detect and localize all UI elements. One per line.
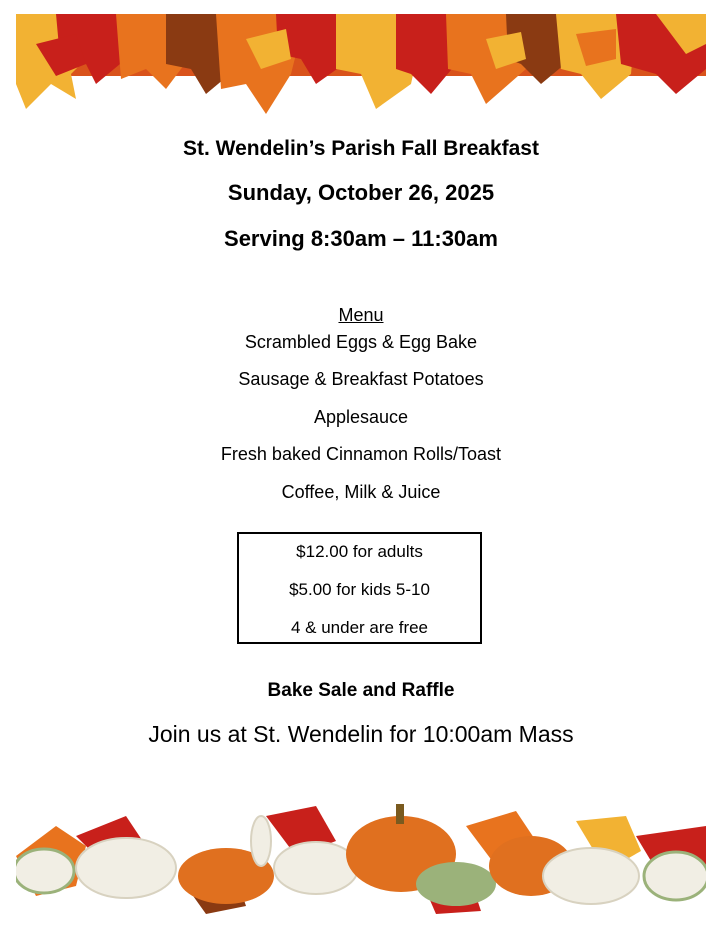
serving-hours: Serving 8:30am – 11:30am	[224, 226, 498, 251]
price-box	[237, 532, 482, 644]
leaf-icon	[16, 14, 706, 114]
price-adults: $12.00 for adults	[296, 542, 423, 561]
event-date: Sunday, October 26, 2025	[227, 180, 495, 205]
menu-item: Fresh baked Cinnamon Rolls/Toast	[220, 444, 502, 464]
bake-sale-raffle: Bake Sale and Raffle	[267, 680, 455, 701]
menu-item: Coffee, Milk & Juice	[281, 482, 441, 502]
price-free: 4 & under are free	[290, 618, 429, 637]
price-kids: $5.00 for kids 5-10	[289, 580, 430, 599]
menu-item: Scrambled Eggs & Egg Bake	[244, 332, 478, 352]
menu-item: Sausage & Breakfast Potatoes	[238, 369, 484, 389]
menu-item: Applesauce	[313, 407, 409, 427]
event-title: St. Wendelin’s Parish Fall Breakfast	[183, 137, 539, 160]
mass-invitation: Join us at St. Wendelin for 10:00am Mass	[148, 721, 574, 747]
autumn-leaves-banner-top	[16, 14, 706, 114]
pumpkin-banner-bottom	[16, 796, 706, 916]
menu-heading: Menu	[338, 305, 384, 325]
